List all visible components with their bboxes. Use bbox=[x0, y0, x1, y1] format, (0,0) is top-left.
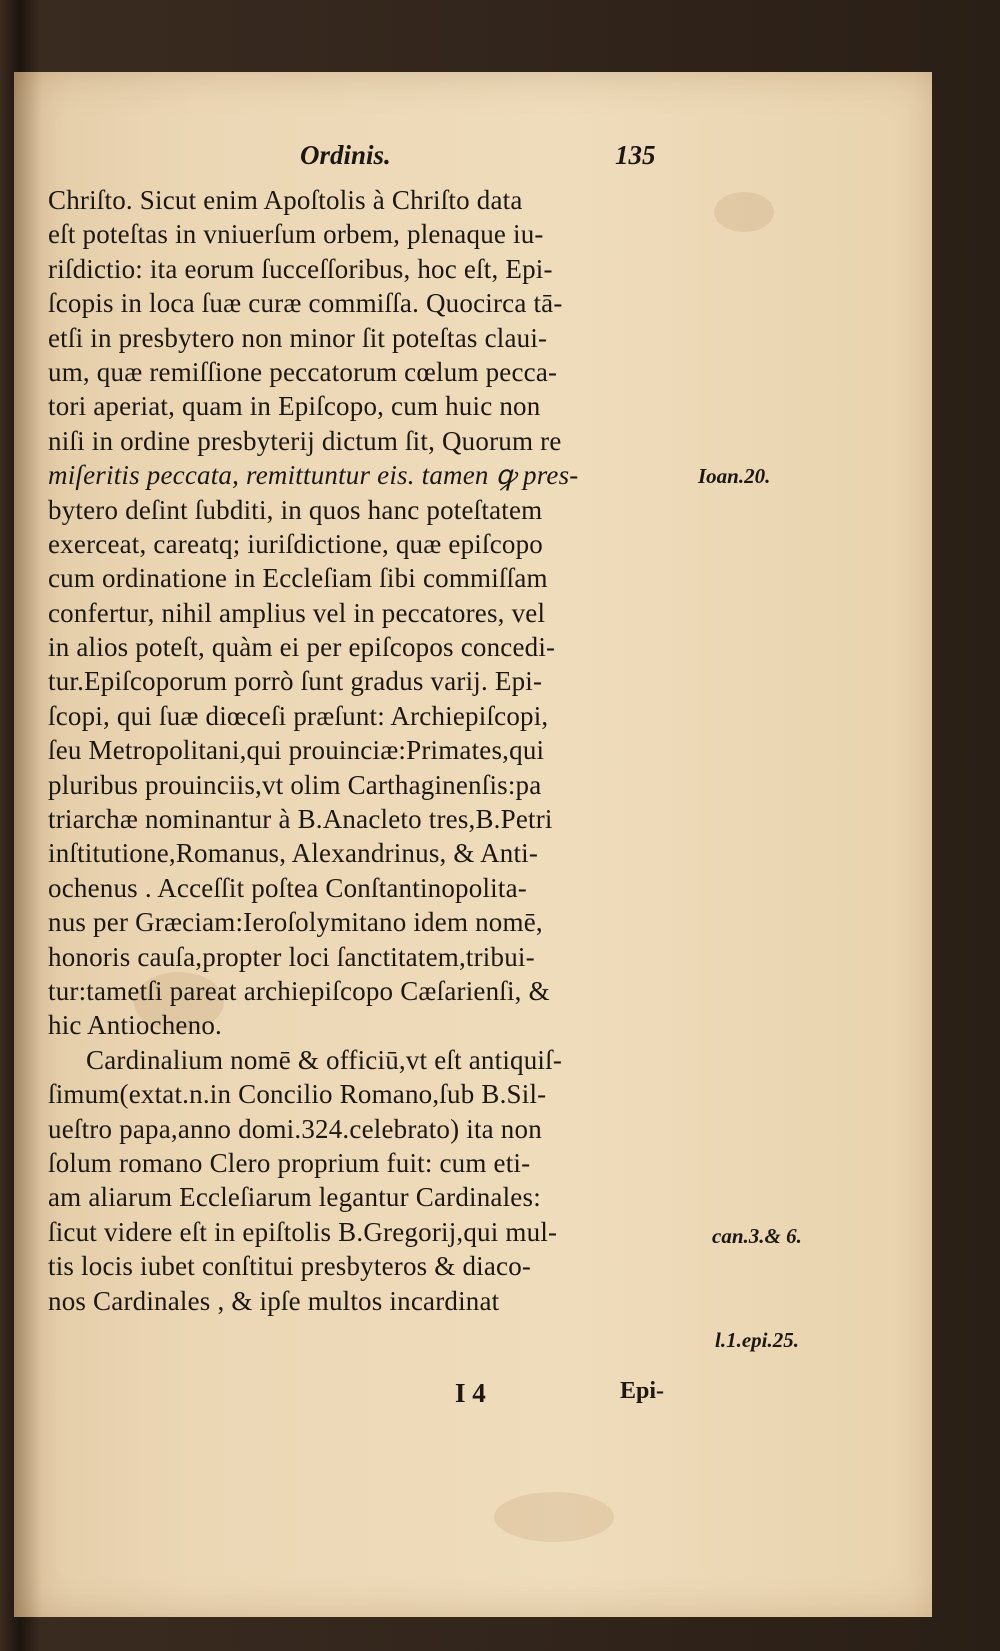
text-line: um, quæ remiſſione peccatorum cœlum pecca- bbox=[48, 356, 558, 387]
text-line: ſicut videre eſt in epiſtolis B.Gregorij,qui mul- bbox=[48, 1216, 558, 1247]
text-line: ſimum(extat.n.in Concilio Romano,ſub B.Sil- bbox=[48, 1079, 547, 1110]
running-head bbox=[0, 140, 1000, 180]
signature-mark: I 4 bbox=[455, 1378, 486, 1408]
text-line: am aliarum Eccleſiarum legantur Cardinales: bbox=[48, 1182, 541, 1213]
text-line: Chriſto. Sicut enim Apoſtolis à Chriſto data bbox=[48, 185, 523, 215]
text-line: tori aperiat, quam in Epiſcopo, cum huic non bbox=[48, 391, 541, 422]
text-line: ſolum romano Clero proprium fuit: cum eti- bbox=[48, 1147, 531, 1178]
text-line: cum ordinatione in Eccleſiam ſibi commiſſam bbox=[48, 563, 548, 594]
running-title: Ordinis. bbox=[300, 140, 391, 170]
page-number: 135 bbox=[615, 140, 656, 170]
text-line: ſeu Metropolitani,qui prouinciæ:Primates,qui bbox=[48, 735, 545, 766]
text-line: riſdictio: ita eorum ſucceſſoribus, hoc eſt, Epi- bbox=[48, 253, 553, 284]
text-line: ſcopi, qui ſuæ diœceſi præſunt: Archiepiſcopi, bbox=[48, 700, 549, 731]
page-stain bbox=[714, 192, 774, 232]
text-line: hic Antiocheno. bbox=[48, 1010, 222, 1041]
marginal-note-john: Ioan.20. bbox=[698, 464, 771, 488]
text-line: ochenus . Acceſſit poſtea Conſtantinopolita- bbox=[48, 872, 527, 903]
text-line: nus per Græciam:Ieroſolymitano idem nomē, bbox=[48, 907, 543, 938]
body-text bbox=[48, 183, 688, 1318]
text-line: tis locis iubet conſtitui presbyteros & diaco- bbox=[48, 1251, 532, 1282]
text-line: nos Cardinales , & ipſe multos incardinat bbox=[48, 1285, 500, 1316]
text-line: miſeritis peccata, remittuntur eis. tamen ꝙ pres- bbox=[48, 460, 579, 491]
page-stain bbox=[494, 1492, 614, 1542]
text-line: bytero deſint ſubditi, in quos hanc poteſtatem bbox=[48, 494, 543, 525]
text-line: ueſtro papa,anno domi.324.celebrato) ita non bbox=[48, 1113, 542, 1144]
marginal-note-canons: can.3.& 6. bbox=[712, 1224, 802, 1248]
text-line: niſi in ordine presbyterij dictum ſit, Quorum re bbox=[48, 425, 562, 456]
catchword: Epi- bbox=[620, 1378, 665, 1404]
text-line: etſi in presbytero non minor ſit poteſtas claui- bbox=[48, 322, 548, 353]
text-line: tur:tametſi pareat archiepiſcopo Cæſarienſi, & bbox=[48, 975, 550, 1006]
text-line: eſt poteſtas in vniuerſum orbem, plenaque iu- bbox=[48, 219, 544, 250]
text-line: pluribus prouinciis,vt olim Carthaginenſis:pa bbox=[48, 769, 542, 800]
text-line: confertur, nihil amplius vel in peccatores, vel bbox=[48, 597, 546, 628]
text-line: triarchæ nominantur à B.Anacleto tres,B.Petri bbox=[48, 804, 553, 835]
page-footer bbox=[0, 1378, 1000, 1418]
text-line: tur.Epiſcoporum porrò ſunt gradus varij. Epi- bbox=[48, 666, 543, 697]
marginal-note-epistle: l.1.epi.25. bbox=[715, 1328, 799, 1352]
text-line: Cardinalium nomē & officiū,vt eſt antiquiſ- bbox=[86, 1044, 563, 1075]
text-line: exerceat, careatq; iuriſdictione, quæ epiſcopo bbox=[48, 528, 543, 559]
text-line: in alios poteſt, quàm ei per epiſcopos concedi- bbox=[48, 632, 556, 663]
text-line: ſcopis in loca ſuæ curæ commiſſa. Quocirca tā- bbox=[48, 288, 563, 319]
text-line: inſtitutione,Romanus, Alexandrinus, & Anti- bbox=[48, 838, 539, 869]
text-line: honoris cauſa,propter loci ſanctitatem,tribui- bbox=[48, 941, 535, 972]
